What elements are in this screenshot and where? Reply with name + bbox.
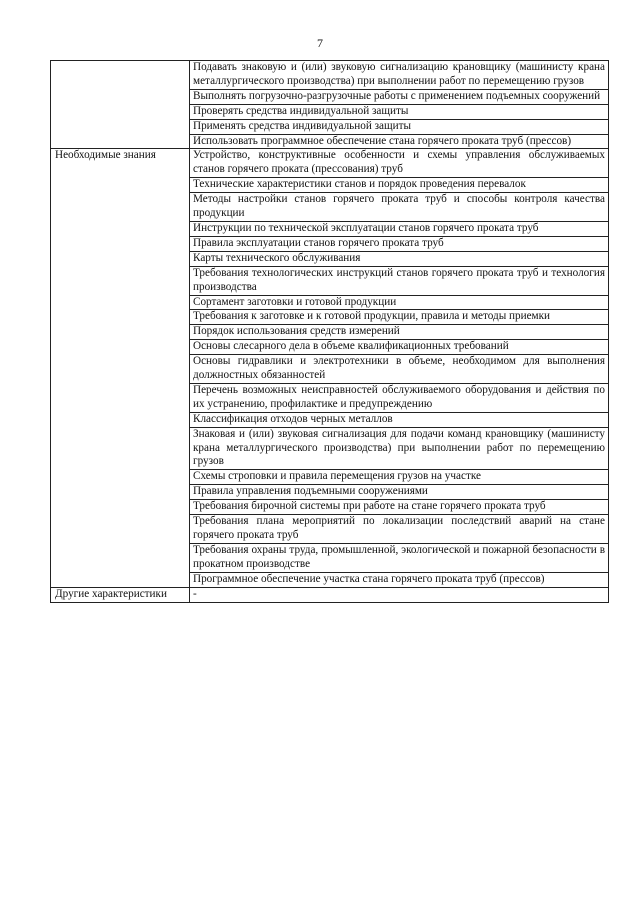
requirement-item: Порядок использования средств измерений — [190, 325, 609, 340]
requirement-item: Устройство, конструктивные особенности и схемы управления обслуживаемых станов горячего проката (прессования) труб — [190, 149, 609, 178]
requirement-item: Технические характеристики станов и порядок проведения перевалок — [190, 178, 609, 193]
requirement-item: Проверять средства индивидуальной защиты — [190, 104, 609, 119]
page-number: 7 — [317, 36, 323, 50]
table-row — [51, 149, 609, 178]
requirement-item: Требования плана мероприятий по локализации последствий аварий на стане горячего проката труб — [190, 515, 609, 544]
requirement-item: Применять средства индивидуальной защиты — [190, 119, 609, 134]
requirement-item: Требования охраны труда, промышленной, экологической и пожарной безопасности в прокатном производстве — [190, 543, 609, 572]
requirement-item: Требования технологических инструкций станов горячего проката труб и технология производства — [190, 266, 609, 295]
requirement-item: Карты технического обслуживания — [190, 251, 609, 266]
requirement-item: Требования бирочной системы при работе на стане горячего проката труб — [190, 500, 609, 515]
table-row — [51, 587, 609, 602]
requirement-item: Использовать программное обеспечение стана горячего проката труб (прессов) — [190, 134, 609, 149]
section-label: Необходимые знания — [51, 149, 190, 587]
requirement-item: Схемы строповки и правила перемещения грузов на участке — [190, 470, 609, 485]
section-label — [51, 61, 190, 149]
requirement-item: Подавать знаковую и (или) звуковую сигнализацию крановщику (машинисту крана металлургического производства) при выполнении работ по перемещению грузов — [190, 61, 609, 90]
requirement-item: Требования к заготовке и к готовой продукции, правила и методы приемки — [190, 310, 609, 325]
requirement-item: Сортамент заготовки и готовой продукции — [190, 295, 609, 310]
requirement-item: Классификация отходов черных металлов — [190, 412, 609, 427]
requirement-item: Правила управления подъемными сооружениями — [190, 485, 609, 500]
requirement-item: Основы слесарного дела в объеме квалификационных требований — [190, 340, 609, 355]
requirement-item: Программное обеспечение участка стана горячего проката труб (прессов) — [190, 572, 609, 587]
qualification-table — [50, 60, 609, 603]
section-label: Другие характеристики — [51, 587, 190, 602]
requirement-item: Инструкции по технической эксплуатации станов горячего проката труб — [190, 221, 609, 236]
requirement-item: Выполнять погрузочно-разгрузочные работы с применением подъемных сооружений — [190, 89, 609, 104]
requirement-item: Основы гидравлики и электротехники в объеме, необходимом для выполнения должностных обязанностей — [190, 355, 609, 384]
table-row — [51, 61, 609, 90]
requirement-item: Знаковая и (или) звуковая сигнализация для подачи команд крановщику (машинисту крана металлургического производства) при выполнении работ по перемещению грузов — [190, 427, 609, 470]
requirement-item: Перечень возможных неисправностей обслуживаемого оборудования и действия по их устранению, профилактике и предупреждению — [190, 383, 609, 412]
requirement-item: - — [190, 587, 609, 602]
requirement-item: Методы настройки станов горячего проката труб и способы контроля качества продукции — [190, 193, 609, 222]
requirement-item: Правила эксплуатации станов горячего проката труб — [190, 236, 609, 251]
